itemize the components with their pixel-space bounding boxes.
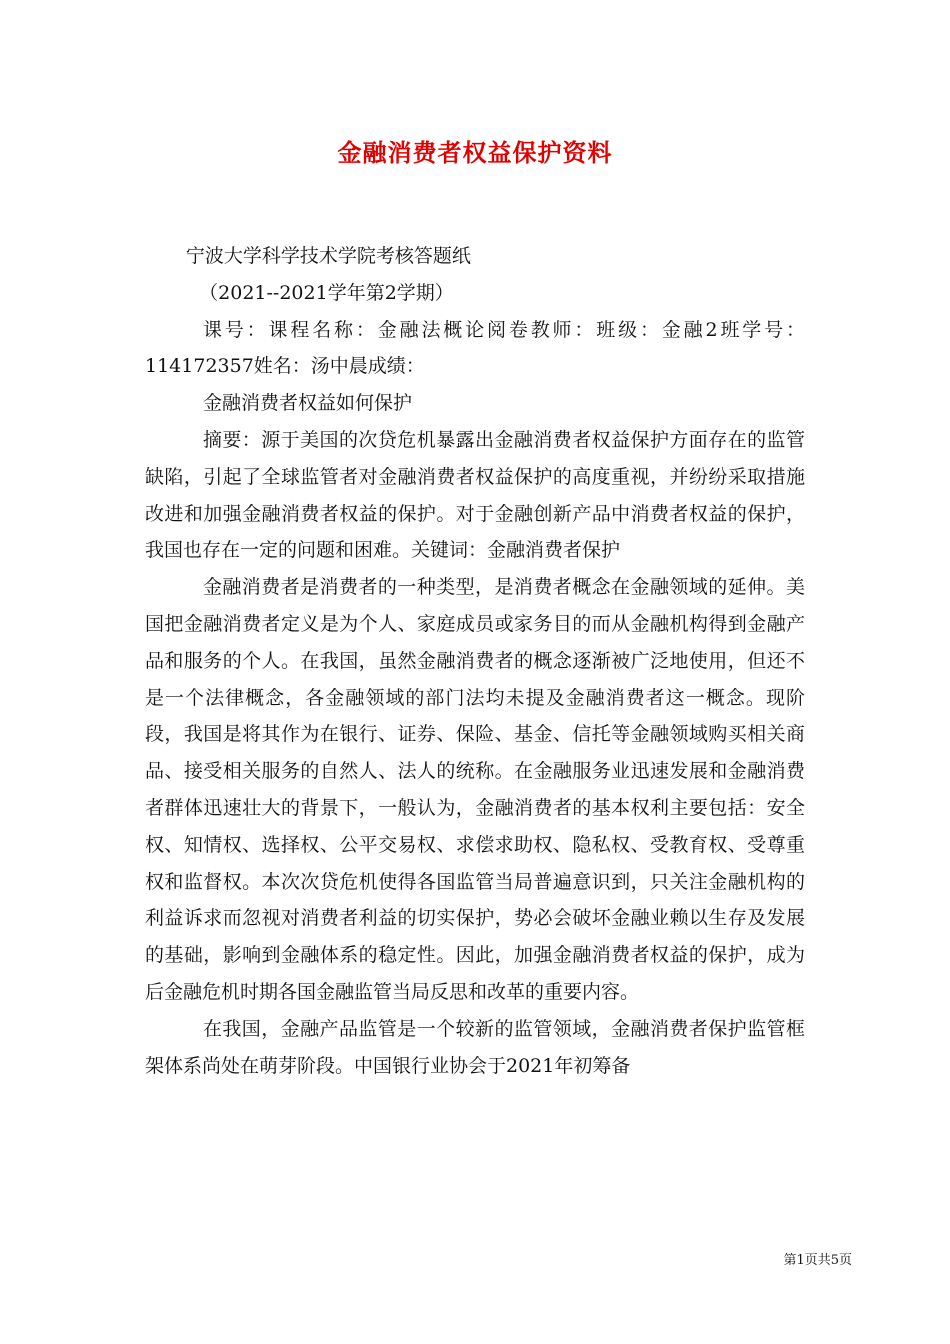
exam-term-line: （2021--2021学年第2学期）	[199, 281, 454, 304]
document-body	[145, 238, 805, 1084]
abstract-paragraph: 摘要：源于美国的次贷危机暴露出金融消费者权益保护方面存在的监管缺陷，引起了全球监管者对金融消费者权益保护的高度重视，并纷纷采取措施改进和加强金融消费者权益的保护。对于金融创新产品中消费者权益的保护，我国也存在一定的问题和困难。关键词：金融消费者保护	[145, 428, 805, 562]
body-paragraph-2: 在我国，金融产品监管是一个较新的监管领域，金融消费者保护监管框架体系尚处在萌芽阶段。中国银行业协会于2021年初筹备	[145, 1017, 805, 1077]
document-title: 金融消费者权益保护资料	[337, 138, 613, 167]
page-number-footer: 第1页共5页	[783, 1253, 852, 1268]
essay-title: 金融消费者权益如何保护	[202, 392, 412, 415]
exam-info-line: 课号：课程名称：金融法概论阅卷教师：班级：金融2班学号：114172357姓名：汤中晨成绩：	[145, 318, 805, 378]
exam-header-line: 宁波大学科学技术学院考核答题纸	[185, 245, 471, 267]
body-paragraph-1: 金融消费者是消费者的一种类型，是消费者概念在金融领域的延伸。美国把金融消费者定义是为个人、家庭成员或家务目的而从金融机构得到金融产品和服务的个人。在我国，虽然金融消费者的概念逐渐被广泛地使用，但还不是一个法律概念，各金融领域的部门法均未提及金融消费者这一概念。现阶段，我国是将其作为在银行、证券、保险、基金、信托等金融领域购买相关商品、接受相关服务的自然人、法人的统称。在金融服务业迅速发展和金融消费者群体迅速壮大的背景下，一般认为，金融消费者的基本权利主要包括：安全权、知情权、选择权、公平交易权、求偿求助权、隐私权、受教育权、受尊重权和监督权。本次次贷危机使得各国监管当局普遍意识到，只关注金融机构的利益诉求而忽视对消费者利益的切实保护，势必会破坏金融业赖以生存及发展的基础，影响到金融体系的稳定性。因此，加强金融消费者权益的保护，成为后金融危机时期各国金融监管当局反思和改革的重要内容。	[145, 576, 805, 1003]
